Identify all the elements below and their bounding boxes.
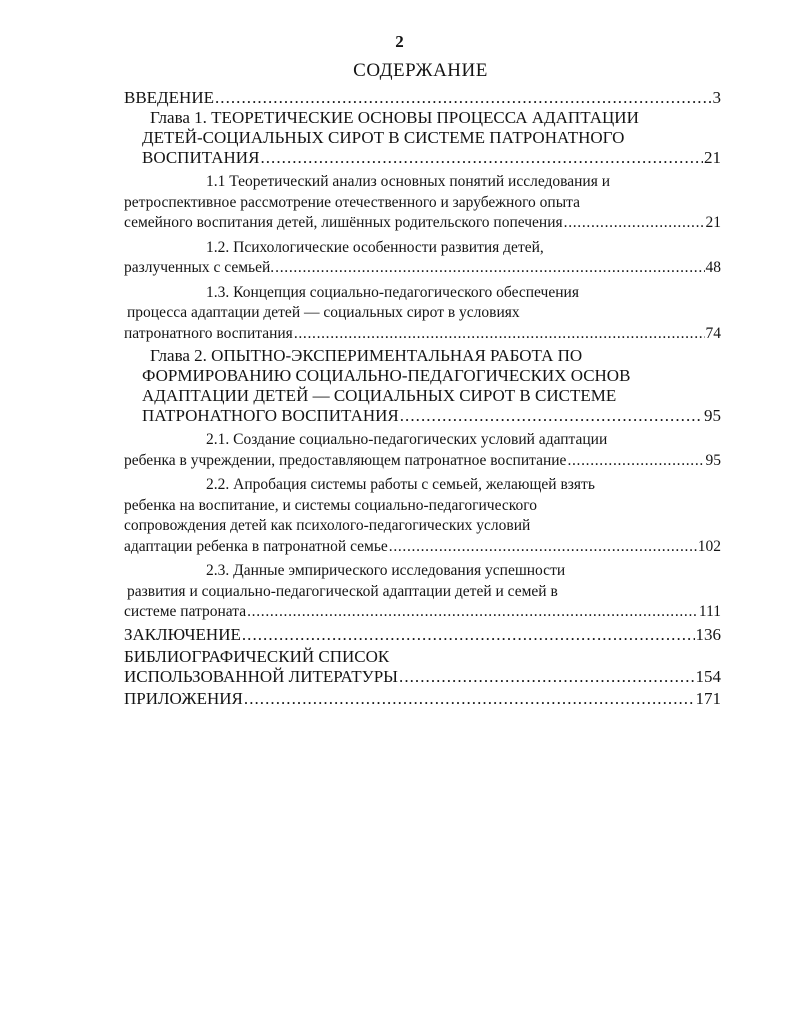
toc-entry-title-line: ребенка на воспитание, и системы социально-педагогического — [124, 496, 537, 514]
dot-leader — [400, 406, 703, 426]
dot-leader — [260, 148, 703, 168]
toc-entry-title-line: ретроспективное рассмотрение отечественного и зарубежного опыта — [124, 193, 580, 211]
toc-entry-title-line: адаптации ребенка в патронатной семье — [124, 537, 388, 555]
toc-entry-title-line: сопровождения детей как психолого-педагогических условий — [124, 517, 531, 534]
page-number: 2 — [395, 32, 404, 51]
toc-entry-page: 95 — [705, 451, 721, 469]
toc-entry-page: 95 — [704, 406, 721, 425]
toc-entry-section-1-2[interactable] — [124, 238, 721, 279]
dot-leader — [215, 88, 712, 108]
toc-entry-title: ВВЕДЕНИЕ — [124, 88, 214, 107]
toc-entry-title-line: процесса адаптации детей — социальных сирот в условиях — [127, 304, 520, 321]
toc-entry-title-line: ДЕТЕЙ-СОЦИАЛЬНЫХ СИРОТ В СИСТЕМЕ ПАТРОНАТНОГО — [142, 128, 625, 147]
toc-entry-title-line: АДАПТАЦИИ ДЕТЕЙ — СОЦИАЛЬНЫХ СИРОТ В СИСТЕМЕ — [142, 386, 617, 405]
toc-entry-page: 48 — [705, 259, 721, 276]
toc-entry-title-line: 2.1. Создание социально-педагогических условий адаптации — [206, 431, 608, 448]
table-of-contents — [124, 88, 721, 709]
toc-entry-title: ПРИЛОЖЕНИЯ — [124, 688, 243, 708]
dot-leader — [242, 625, 695, 645]
toc-entry-title-line: ВОСПИТАНИЯ — [142, 148, 260, 167]
toc-entry-title-line: ИСПОЛЬЗОВАННОЙ ЛИТЕРАТУРЫ — [124, 666, 399, 686]
toc-entry-title: ЗАКЛЮЧЕНИЕ — [124, 624, 241, 644]
dot-leader — [294, 324, 705, 345]
toc-entry-page: 3 — [712, 88, 721, 107]
toc-entry-page: 111 — [698, 603, 721, 620]
dot-leader — [564, 213, 705, 234]
toc-entry-chapter-1[interactable] — [124, 108, 721, 168]
toc-heading: СОДЕРЖАНИЕ — [353, 60, 488, 81]
toc-entry-section-2-3[interactable] — [124, 561, 721, 623]
toc-entry-title-line: патронатного воспитания — [124, 324, 293, 342]
toc-entry-title-line: ПАТРОНАТНОГО ВОСПИТАНИЯ — [142, 406, 399, 425]
dot-leader — [275, 258, 704, 279]
toc-entry-appendices[interactable] — [124, 689, 721, 709]
toc-entry-page: 136 — [695, 624, 721, 644]
toc-entry-chapter-2[interactable] — [124, 346, 721, 426]
toc-entry-title-line: 2.3. Данные эмпирического исследования успешности — [206, 562, 566, 579]
toc-entry-title-line: Глава 2. ОПЫТНО-ЭКСПЕРИМЕНТАЛЬНАЯ РАБОТА ПО — [150, 346, 583, 365]
toc-entry-title-line: ФОРМИРОВАНИЮ СОЦИАЛЬНО-ПЕДАГОГИЧЕСКИХ ОСНОВ — [142, 366, 631, 385]
toc-entry-title-line: семейного воспитания детей, лишённых родительского попечения — [124, 214, 563, 231]
toc-entry-title-line: системе патроната — [124, 603, 247, 620]
toc-entry-section-2-1[interactable] — [124, 430, 721, 471]
toc-entry-bibliography[interactable] — [124, 647, 721, 687]
toc-entry-page: 21 — [704, 148, 721, 167]
toc-entry-title-line: 1.3. Концепция социально-педагогического обеспечения — [206, 283, 579, 301]
toc-entry-page: 102 — [697, 537, 721, 555]
toc-entry-title-line: развития и социально-педагогической адаптации детей и семей в — [127, 582, 558, 600]
toc-entry-title-line: 2.2. Апробация системы работы с семьей, желающей взять — [206, 476, 595, 493]
toc-entry-title-line: ребенка в учреждении, предоставляющем патронатное воспитание — [124, 451, 567, 469]
toc-entry-introduction[interactable] — [124, 88, 721, 108]
toc-entry-section-1-3[interactable] — [124, 283, 721, 345]
toc-entry-title-line: Глава 1. ТЕОРЕТИЧЕСКИЕ ОСНОВЫ ПРОЦЕССА АДАПТАЦИИ — [150, 108, 639, 127]
toc-entry-title-line: 1.1 Теоретический анализ основных понятий исследования и — [206, 173, 611, 190]
dot-leader — [247, 602, 698, 623]
toc-entry-title-line: 1.2. Психологические особенности развития детей, — [206, 238, 544, 256]
toc-entry-title-line: разлученных с семьей. — [124, 259, 275, 276]
toc-entry-page: 171 — [695, 688, 721, 708]
dot-leader — [567, 451, 704, 472]
toc-entry-page: 154 — [695, 666, 721, 686]
toc-entry-page: 74 — [705, 324, 721, 342]
toc-entry-section-1-1[interactable] — [124, 172, 721, 234]
toc-entry-title-line: БИБЛИОГРАФИЧЕСКИЙ СПИСОК — [124, 646, 390, 666]
dot-leader — [244, 689, 695, 709]
toc-entry-conclusion[interactable] — [124, 625, 721, 645]
dot-leader — [389, 537, 697, 558]
toc-entry-page: 21 — [705, 214, 721, 231]
dot-leader — [399, 667, 694, 687]
toc-entry-section-2-2[interactable] — [124, 475, 721, 557]
